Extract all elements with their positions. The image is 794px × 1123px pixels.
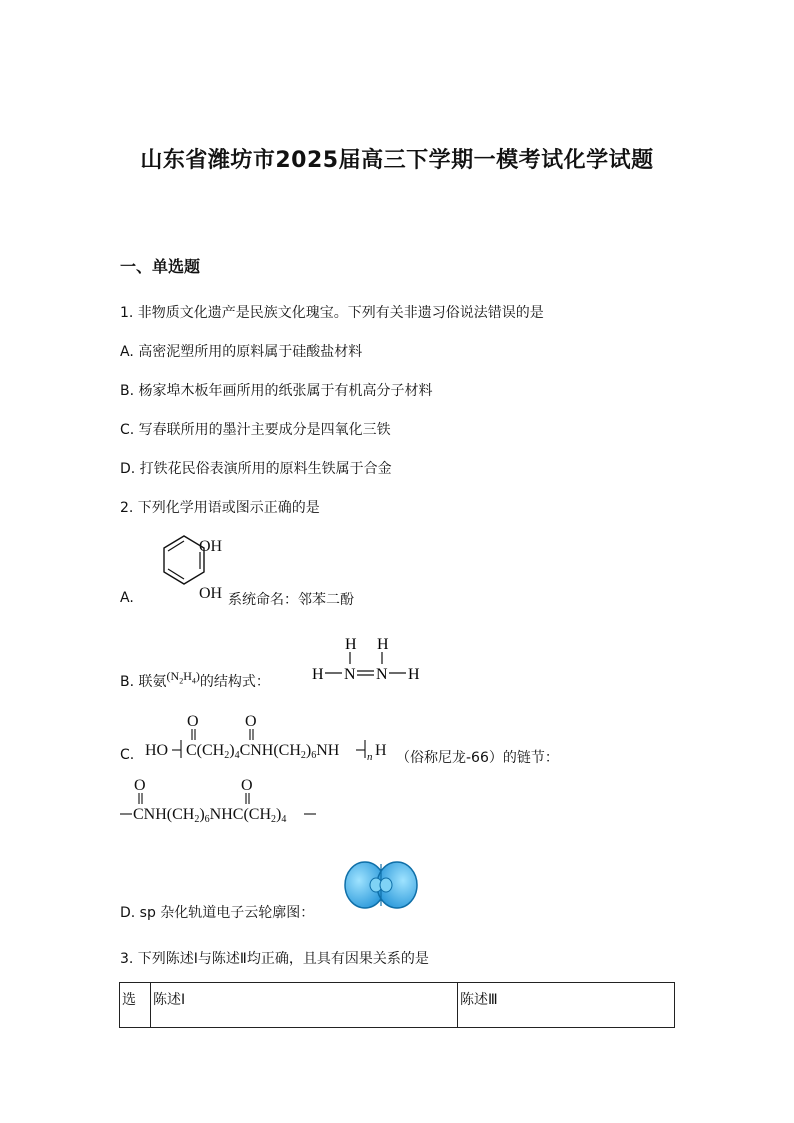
- q1-option-c: C. 写春联所用的墨汁主要成分是四氧化三铁: [120, 422, 391, 438]
- hydrazine-structure: [310, 632, 430, 688]
- svg-text:N: N: [376, 666, 388, 683]
- q2-a-oh-top: OH: [199, 538, 223, 555]
- section-heading: 一、单选题: [120, 257, 201, 276]
- svg-text:O: O: [187, 713, 199, 730]
- svg-text:CNH(CH2)6NHC(CH2)4: CNH(CH2)6NHC(CH2)4: [133, 806, 287, 824]
- q3-header-option: 选: [120, 983, 151, 1028]
- q2-option-c-label: C.: [120, 747, 135, 763]
- q2-c-text: （俗称尼龙-66）的链节：: [396, 750, 559, 766]
- svg-text:H: H: [377, 636, 389, 653]
- nylon66-repeat-unit: [118, 774, 328, 824]
- q2-b-prefix: B. 联氨: [120, 674, 167, 690]
- svg-text:H: H: [312, 666, 324, 683]
- q3-header-statement-2: 陈述Ⅲ: [458, 983, 675, 1028]
- page-title: 山东省潍坊市2025届高三下学期一模考试化学试题: [140, 148, 654, 173]
- svg-text:N: N: [344, 666, 356, 683]
- q2-stem: 2. 下列化学用语或图示正确的是: [120, 500, 320, 516]
- q3-table: [119, 982, 675, 1028]
- q3-stem: 3. 下列陈述Ⅰ与陈述Ⅱ均正确，且具有因果关系的是: [120, 951, 429, 967]
- q2-b-text: 的结构式：: [199, 674, 270, 690]
- table-row: [120, 983, 675, 1028]
- svg-text:O: O: [134, 777, 146, 794]
- q2-option-d-label: D. sp 杂化轨道电子云轮廓图：: [120, 905, 315, 921]
- q2-option-a-label: A.: [120, 590, 134, 606]
- sp-orbital-image: [342, 858, 420, 914]
- nylon66-polymer-formula: [143, 710, 393, 762]
- svg-text:H: H: [375, 742, 387, 759]
- q1-option-d: D. 打铁花民俗表演所用的原料生铁属于合金: [120, 461, 392, 477]
- svg-text:H: H: [408, 666, 420, 683]
- svg-text:O: O: [241, 777, 253, 794]
- q1-option-b: B. 杨家埠木板年画所用的纸张属于有机高分子材料: [120, 383, 433, 399]
- q3-header-statement-1: 陈述Ⅰ: [151, 983, 458, 1028]
- q2-option-b-label: [120, 669, 270, 691]
- q1-stem: 1. 非物质文化遗产是民族文化瑰宝。下列有关非遗习俗说法错误的是: [120, 305, 544, 321]
- svg-text:O: O: [245, 713, 257, 730]
- q2-a-text: 系统命名：邻苯二酚: [228, 592, 354, 608]
- svg-text:HO: HO: [145, 742, 169, 759]
- n2h4-formula: $(N_2H_4)$: [166, 669, 200, 686]
- q2-a-oh-bottom: OH: [199, 585, 223, 602]
- svg-text:n: n: [367, 751, 373, 762]
- q1-option-a: A. 高密泥塑所用的原料属于硅酸盐材料: [120, 344, 363, 360]
- svg-text:C(CH2)4CNH(CH2)6NH: C(CH2)4CNH(CH2)6NH: [186, 742, 340, 761]
- svg-text:H: H: [345, 636, 357, 653]
